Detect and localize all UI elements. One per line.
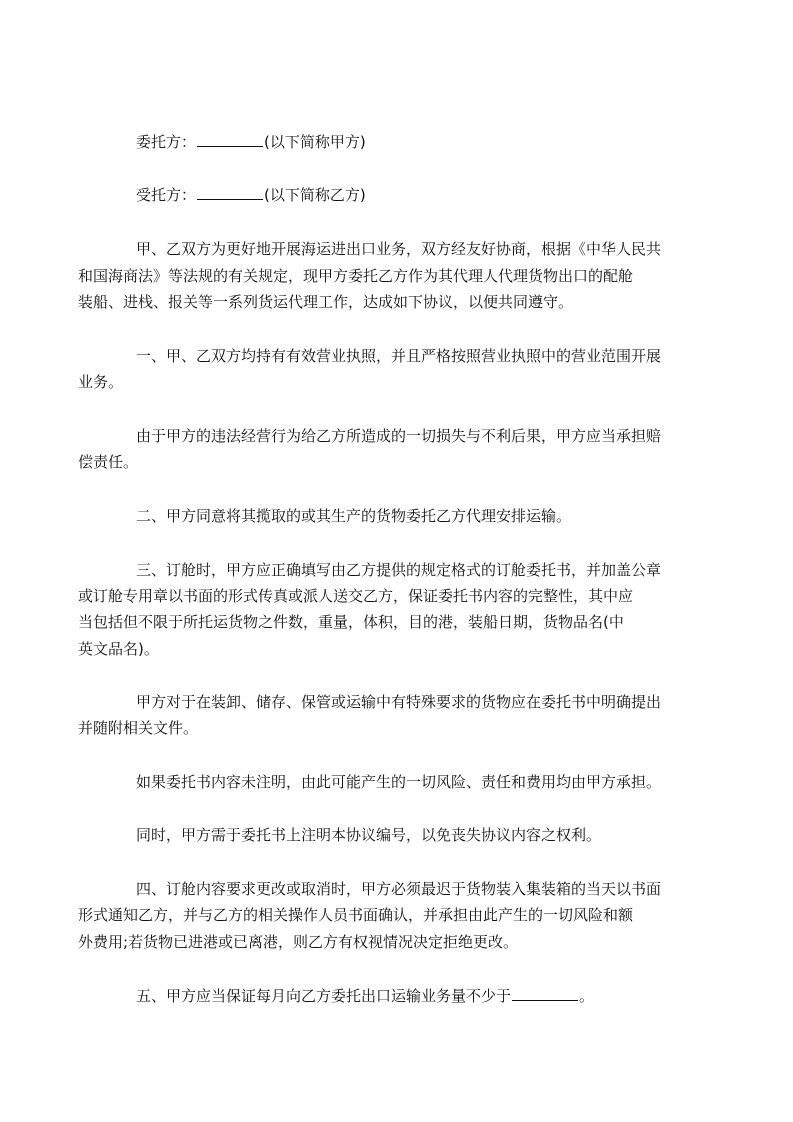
clause3-note1-line-1: 甲方对于在装卸、储存、保管或运输中有特殊要求的货物应在委托书中明确提出 bbox=[136, 693, 662, 711]
trustee-note: (以下简称乙方) bbox=[264, 186, 366, 204]
trustee-blank bbox=[197, 185, 263, 200]
clause5-line-1 bbox=[136, 986, 716, 1006]
clause1-note-line-2: 偿责任。 bbox=[78, 453, 139, 471]
clause3-line-1: 三、订舱时，甲方应正确填写由乙方提供的规定格式的订舱委托书，并加盖公章 bbox=[136, 561, 662, 579]
clause4-line-2: 形式通知乙方，并与乙方的相关操作人员书面确认，并承担由此产生的一切风险和额 bbox=[78, 906, 634, 924]
clause3-line-2: 或订舱专用章以书面的形式传真或派人送交乙方，保证委托书内容的完整性，其中应 bbox=[78, 587, 634, 605]
clause3-note2-line-1: 如果委托书内容未注明，由此可能产生的一切风险、责任和费用均由甲方承担。 bbox=[136, 773, 662, 791]
clause2-line-1: 二、甲方同意将其揽取的或其生产的货物委托乙方代理安排运输。 bbox=[136, 507, 572, 525]
clause1-line-2: 业务。 bbox=[78, 373, 124, 391]
clause4-line-3: 外费用;若货物已进港或已离港，则乙方有权视情况决定拒绝更改。 bbox=[78, 933, 519, 951]
entrustor-note: (以下简称甲方) bbox=[264, 133, 366, 151]
clause3-line-3: 当包括但不限于所托运货物之件数，重量，体积，目的港，装船日期，货物品名(中 bbox=[78, 613, 624, 631]
intro-line-1: 甲、乙双方为更好地开展海运进出口业务，双方经友好协商，根据《中华人民共 bbox=[136, 240, 662, 258]
entrustor-line bbox=[136, 132, 716, 152]
entrustor-label: 委托方： bbox=[136, 133, 197, 151]
entrustor-blank bbox=[197, 132, 263, 147]
clause3-line-4: 英文品名)。 bbox=[78, 640, 159, 658]
clause4-line-1: 四、订舱内容要求更改或取消时，甲方必须最迟于货物装入集装箱的当天以书面 bbox=[136, 880, 662, 898]
intro-line-2: 和国海商法》等法规的有关规定，现甲方委托乙方作为其代理人代理货物出口的配舱 bbox=[78, 267, 634, 285]
trustee-line bbox=[136, 185, 716, 205]
clause3-note1-line-2: 并随附相关文件。 bbox=[78, 719, 199, 737]
clause5-blank bbox=[512, 986, 578, 1001]
clause1-note-line-1: 由于甲方的违法经营行为给乙方所造成的一切损失与不利后果，甲方应当承担赔 bbox=[136, 427, 662, 445]
clause3-note3-line-1: 同时，甲方需于委托书上注明本协议编号，以免丧失协议内容之权利。 bbox=[136, 826, 602, 844]
clause1-line-1: 一、甲、乙双方均持有有效营业执照，并且严格按照营业执照中的营业范围开展 bbox=[136, 347, 662, 365]
intro-line-3: 装船、进栈、报关等一系列货运代理工作，达成如下协议，以便共同遵守。 bbox=[78, 293, 574, 311]
clause5-text: 五、甲方应当保证每月向乙方委托出口运输业务量不少于 bbox=[136, 987, 512, 1005]
trustee-label: 受托方： bbox=[136, 186, 197, 204]
clause5-end: 。 bbox=[579, 987, 595, 1005]
